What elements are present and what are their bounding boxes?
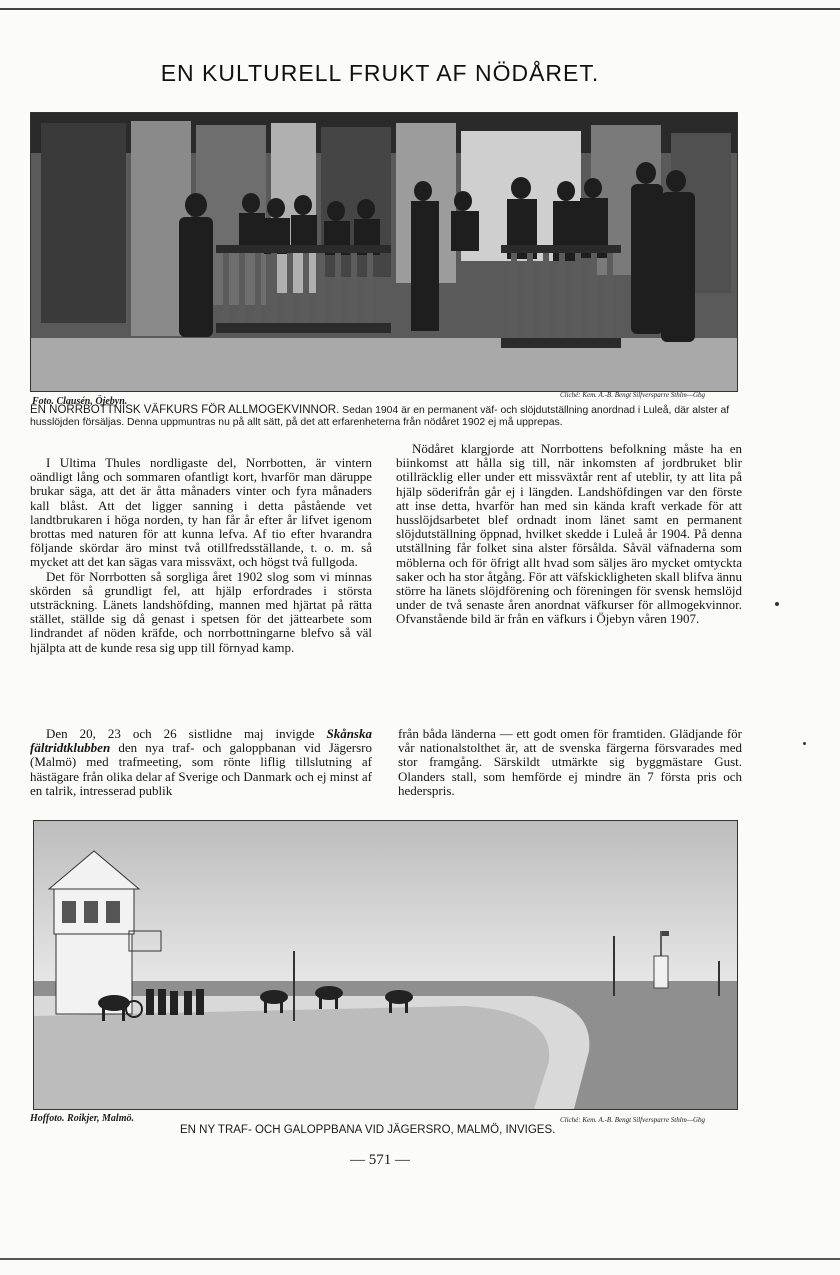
article1-paragraph: I Ultima Thules nordligaste del, Norrbotten, är vintern oändligt lång och sommaren ofantligt kort, hvarför man däruppe brukar säga, att det är åtta månaders vinter och fyra månaders kall blåst. Att det ligger sanning i detta påstående vet landtbrukaren i höga norden, ty han får år efter år lifvet igenom brottas med naturen för att kunna lefva. Af tio efter hvarandra följande skördar äro minst två otillfredsställande, t. o. m. så mycket att det kan sägas vara missväxt, och högst två fullgoda.	[30, 455, 372, 570]
photo-caption-2: EN NY TRAF- OCH GALOPPBANA VID JÄGERSRO, MALMÖ, INVIGES.	[180, 1124, 556, 1136]
article2-column-left	[30, 727, 372, 798]
bottom-rule	[0, 1258, 840, 1260]
article2-paragraph: från båda länderna — ett godt omen för framtiden. Glädjande för vår nationalstolthet är, att de svenska färgerna försvarades med stor framgång. Särskildt utmärkte sig byggmästare Gust. Olanders stall, som hemförde ej mindre än 7 första pris och hederspris.	[398, 726, 742, 798]
article2-column-right	[398, 727, 742, 798]
ink-speck	[775, 602, 779, 606]
article2-rest: den nya traf- och galoppbanan vid Jägersro (Malmö) med trafmeeting, som rönte liflig tillslutning af hästägare från olika delar af Sverige och Danmark och ej minst af en talrik, intresserad publik	[30, 740, 373, 798]
club-name: Skånska fältridtklubben	[30, 726, 372, 756]
weaving-course-illustration	[31, 113, 737, 391]
article2-lead: Den 20, 23 och 26 sistlidne maj invigde	[46, 726, 315, 741]
article1-column-left	[30, 456, 372, 655]
cliche-credit-2: Cliché: Kem. A.-B. Bengt Silfversparre Sthlm—Gbg	[560, 1116, 706, 1124]
cliche-credit-1: Cliché: Kem. A.-B. Bengt Silfversparre Sthlm—Gbg	[560, 391, 706, 399]
photo-credit-1: Foto. Clausén, Öjebyn.	[32, 396, 128, 407]
racecourse-illustration	[34, 821, 737, 1109]
photo-caption-1	[30, 404, 745, 429]
caption-heading-1: EN NORRBOTTNISK VÄFKURS FÖR ALLMOGEKVINNOR.	[30, 404, 340, 416]
article1-paragraph: Det för Norrbotten så sorgliga året 1902 slog som vi minnas skörden så grundligt fel, att hjälp erfordrades i största utsträckning. Länets landshöfding, mannen med hjärtat på rätta stället, ställde sig då genast i spetsen för det jättearbete som lindrandet af nöden kräfde, och norrbottningarne blefvo så väl hjälpta att de kunde resa sig upp till förnyad kamp.	[30, 568, 372, 655]
article1-column-right	[396, 442, 742, 627]
racecourse-photo	[33, 820, 738, 1110]
weaving-course-photo	[30, 112, 738, 392]
top-rule	[0, 8, 840, 10]
caption-text-1: Sedan 1904 är en permanent väf- och slöjdutställning anordnad i Luleå, där alster af husslöjden försäljas. Denna uppmuntras nu på allt sätt, på det att erfarenheterna från nödåret 1902 ej må upprepas.	[30, 405, 730, 428]
photo-credit-2: Hoffoto. Roikjer, Malmö.	[30, 1113, 134, 1124]
article1-paragraph: Nödåret klargjorde att Norrbottens befolkning måste ha en biinkomst att hålla sig till, när inkomsten af jordbruket blir otillräcklig eller under ett missväxtår rent af uteblir, ty att lita på hjälp söderifrån går ej i längden. Landshöfdingen var den förste att inse detta, hvarför han med sin kända kraft verkade för att husslöjdsarbetet blef ordnadt inom länet samt en permanent slöjdutställning öppnad, hvilket skedde i Luleå år 1904. På denna utställning får folket sina alster försålda. Såväl väfnaderna som möblerna och för öfrigt allt hvad som säljes äro mycket omtyckta saker och ha stor åtgång. För att väfskickligheten skall blifva ännu större ha länets slöjdförening och föreningen för svensk hemslöjd under de två senaste åren anordnat väfkurser för allmogekvinnor. Ofvanstående bild är från en väfkurs i Öjebyn våren 1907.	[396, 441, 742, 627]
page-title: EN KULTURELL FRUKT AF NÖDÅRET.	[160, 60, 600, 86]
ink-speck	[803, 742, 806, 745]
page-number: — 571 —	[350, 1152, 410, 1168]
